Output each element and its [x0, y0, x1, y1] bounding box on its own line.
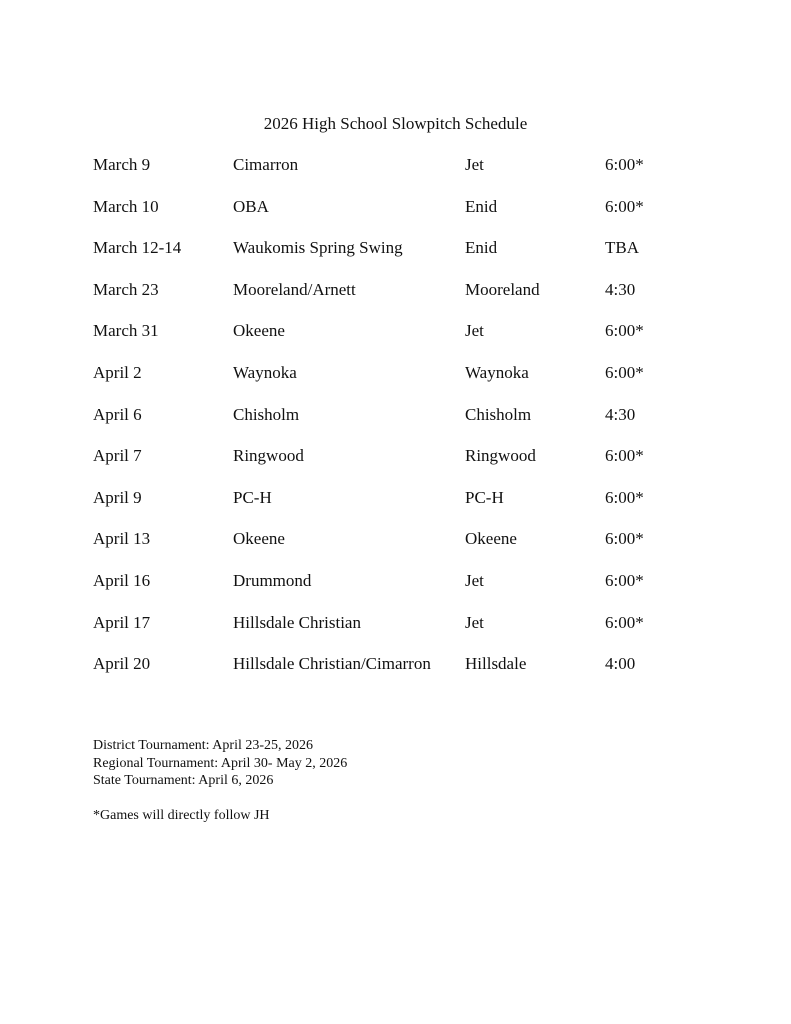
game-opponent: Okeene [233, 529, 285, 549]
game-opponent: Chisholm [233, 404, 300, 424]
game-opponent: OBA [233, 196, 269, 216]
game-opponent: Hillsdale Christian/Cimarron [233, 654, 431, 674]
state-tournament-note: State Tournament: April 6, 2026 [93, 773, 274, 788]
game-time: 6:00* [605, 612, 644, 632]
game-time: 6:00* [605, 155, 644, 174]
game-date: March 31 [93, 321, 159, 341]
district-tournament-note: District Tournament: April 23-25, 2026 [93, 738, 314, 753]
game-opponent: Waukomis Spring Swing [233, 238, 403, 258]
game-opponent: Cimarron [233, 155, 299, 174]
game-time: 6:00* [605, 529, 644, 549]
schedule-row [93, 188, 713, 230]
regional-tournament-note: Regional Tournament: April 30- May 2, 2026 [93, 755, 348, 771]
game-time: 6:00* [605, 446, 644, 466]
game-opponent: Waynoka [233, 362, 297, 382]
schedule-row [93, 312, 713, 354]
schedule-table [93, 146, 713, 687]
game-location: Okeene [465, 529, 517, 549]
game-date: April 20 [93, 654, 151, 674]
game-location: Jet [465, 155, 484, 174]
game-location: Jet [465, 570, 484, 590]
game-opponent: PC-H [233, 487, 272, 507]
game-time: 6:00* [605, 570, 644, 590]
footnote: *Games will directly follow JH [93, 808, 270, 823]
game-location: PC-H [465, 487, 504, 507]
schedule-row [93, 645, 713, 687]
tournament-notes [93, 737, 347, 790]
schedule-row [93, 396, 713, 438]
game-location: Hillsdale [465, 654, 527, 674]
game-date: April 13 [93, 529, 151, 549]
schedule-row [93, 437, 713, 479]
game-opponent: Drummond [233, 570, 312, 590]
game-date: April 9 [93, 487, 142, 507]
game-opponent: Mooreland/Arnett [233, 279, 356, 299]
game-date: March 12-14 [93, 238, 182, 258]
game-date: April 2 [93, 362, 142, 382]
game-location: Jet [465, 612, 484, 632]
schedule-row [93, 520, 713, 562]
game-time: 4:30 [605, 279, 636, 299]
game-location: Waynoka [465, 362, 529, 382]
game-date: March 9 [93, 155, 151, 174]
schedule-row [93, 229, 713, 271]
game-location: Mooreland [465, 279, 540, 299]
game-location: Ringwood [465, 446, 536, 466]
game-date: April 6 [93, 404, 142, 424]
game-time: 4:30 [605, 404, 636, 424]
game-time: 6:00* [605, 487, 644, 507]
game-time: 6:00* [605, 321, 644, 341]
game-time: 6:00* [605, 362, 644, 382]
schedule-row [93, 479, 713, 521]
schedule-row [93, 562, 713, 604]
game-location: Enid [465, 238, 498, 258]
game-date: April 16 [93, 570, 151, 590]
game-time: 6:00* [605, 196, 644, 216]
game-time: 4:00 [605, 654, 636, 674]
game-time: TBA [605, 238, 639, 258]
game-opponent: Okeene [233, 321, 285, 341]
game-opponent: Ringwood [233, 446, 304, 466]
schedule-row [93, 271, 713, 313]
game-date: March 23 [93, 279, 159, 299]
game-date: March 10 [93, 196, 159, 216]
game-opponent: Hillsdale Christian [233, 612, 361, 632]
game-location: Chisholm [465, 404, 532, 424]
game-date: April 7 [93, 446, 142, 466]
game-date: April 17 [93, 612, 151, 632]
page-title: 2026 High School Slowpitch Schedule [263, 114, 528, 133]
schedule-row [93, 354, 713, 396]
schedule-row [93, 604, 713, 646]
game-location: Enid [465, 196, 498, 216]
schedule-row [93, 146, 713, 188]
game-location: Jet [465, 321, 484, 341]
